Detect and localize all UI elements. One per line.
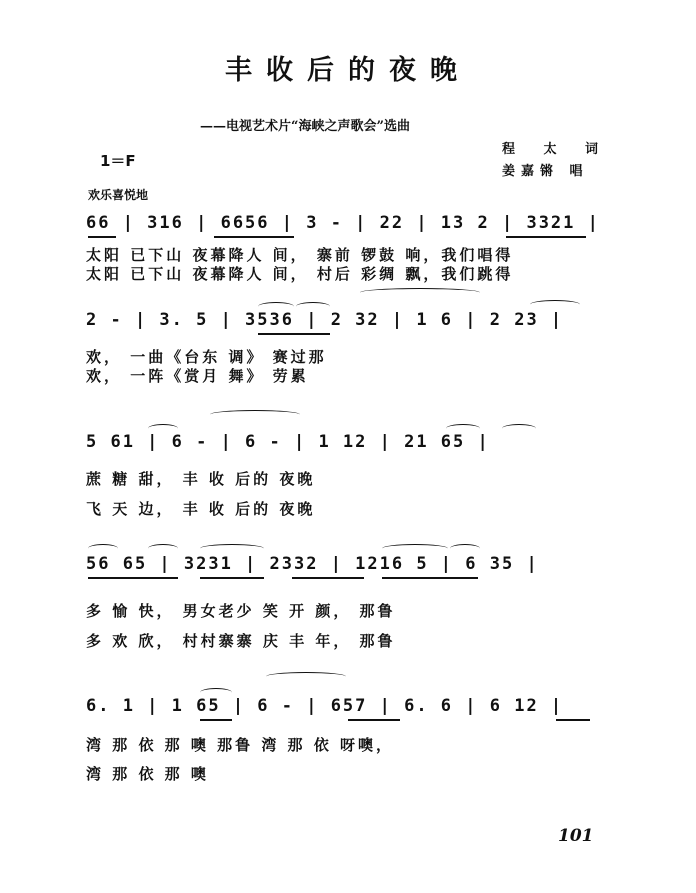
lyrics-row-3a: 蔗 糖 甜， 丰 收 后的 夜晚 <box>86 470 316 488</box>
notation-row-3 <box>86 432 606 456</box>
lyrics-row-5a: 湾 那 依 那 噢 那鲁 湾 那 依 呀噢， <box>86 736 395 754</box>
notation-row-2 <box>86 310 606 334</box>
lyrics-row-2a: 欢， 一曲《台东 调》 赛过那 <box>86 348 327 366</box>
notation-line: 66 | 316 | 6656 | 3 - | 22 | 13 2 | 3321 | <box>86 213 600 233</box>
tempo-marking: 欢乐喜悦地 <box>88 188 149 202</box>
lyrics-row-4b: 多 欢 欣， 村村寨寨 庆 丰 年， 那鲁 <box>86 632 396 650</box>
tie-slur <box>360 288 480 297</box>
beam-line <box>258 333 330 335</box>
notation-line: 6. 1 | 1 65 | 6 - | 657 | 6. 6 | 6 12 | <box>86 696 564 716</box>
beam-line <box>200 719 232 721</box>
song-title: 丰收后的夜晚 <box>225 55 471 86</box>
tie-slur <box>266 672 346 681</box>
tie-slur <box>530 300 580 309</box>
notation-row-4 <box>86 554 606 578</box>
key-signature: 1＝F <box>100 152 136 170</box>
beam-line <box>556 719 590 721</box>
song-subtitle: ——电视艺术片“海峡之声歌会”选曲 <box>200 119 410 134</box>
tie-slur <box>450 544 480 553</box>
beam-line <box>88 236 116 238</box>
lyrics-row-2b: 欢， 一阵《赏月 舞》 劳累 <box>86 367 309 385</box>
tie-slur <box>148 544 178 553</box>
beam-line <box>506 236 586 238</box>
lyrics-row-4a: 多 愉 快， 男女老少 笑 开 颜， 那鲁 <box>86 602 396 620</box>
notation-line: 56 65 | 3231 | 2332 | 1216 5 | 6 35 | <box>86 554 539 574</box>
notation-line: 5 61 | 6 - | 6 - | 1 12 | 21 65 | <box>86 432 490 452</box>
lyrics-row-3b: 飞 天 边， 丰 收 后的 夜晚 <box>86 500 316 518</box>
lyrics-row-1b: 太阳 已下山 夜幕降人 间， 村后 彩绸 飘，我们跳得 <box>86 265 514 283</box>
beam-line <box>88 577 178 579</box>
page-number: 101 <box>558 826 594 846</box>
notation-line: 2 - | 3. 5 | 3536 | 2 32 | 1 6 | 2 23 | <box>86 310 564 330</box>
beam-line <box>382 577 478 579</box>
beam-line <box>214 236 294 238</box>
singer-credit: 姜嘉锵 唱 <box>502 164 589 179</box>
tie-slur <box>200 544 264 553</box>
tie-slur <box>88 544 118 553</box>
tie-slur <box>382 544 448 553</box>
notation-row-1 <box>86 213 606 237</box>
lyricist-credit: 程 太 词 <box>502 142 611 157</box>
tie-slur <box>210 410 300 419</box>
beam-line <box>200 577 264 579</box>
lyrics-row-5b: 湾 那 依 那 噢 <box>86 765 209 783</box>
notation-row-5 <box>86 696 606 720</box>
lyrics-row-1a: 太阳 已下山 夜幕降人 间， 寨前 锣鼓 响，我们唱得 <box>86 246 514 264</box>
beam-line <box>348 719 400 721</box>
beam-line <box>292 577 364 579</box>
